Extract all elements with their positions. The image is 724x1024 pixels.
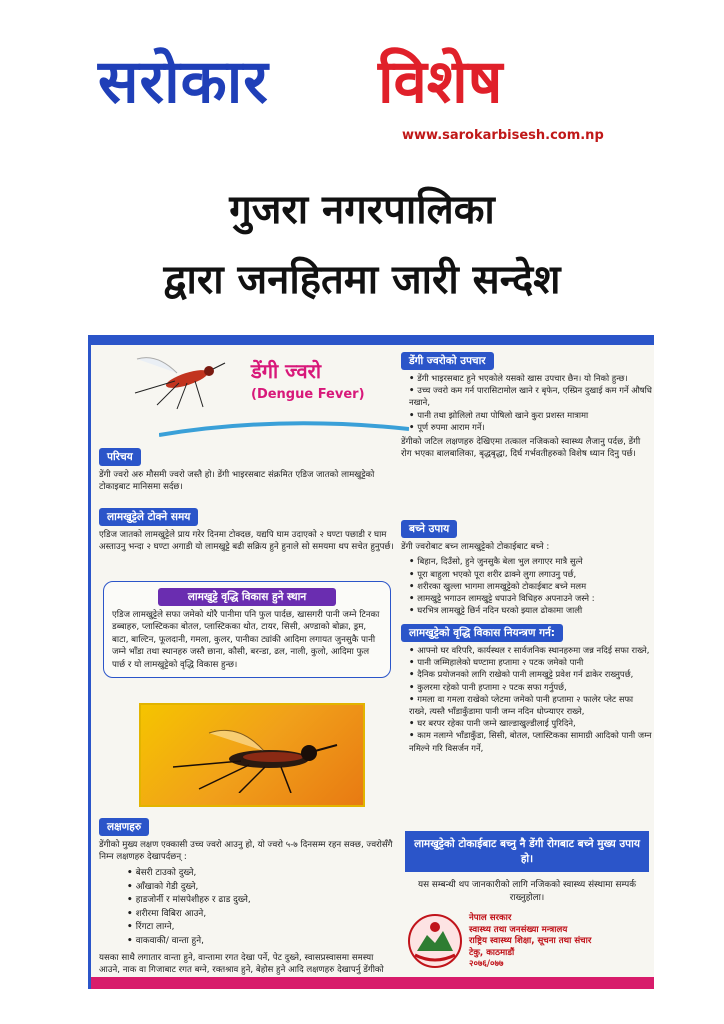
ministry-block (401, 911, 653, 977)
treatment-list (409, 372, 653, 433)
control-item: • दैनिक प्रयोजनको लागि राखेको पानी लामखुट्टे प्रवेश गर्न ढाकेर राख्नुपर्छ, (409, 668, 653, 680)
mosquito-icon (117, 353, 227, 413)
dengue-poster (88, 335, 654, 989)
ministry-line: नेपाल सरकार (469, 913, 512, 923)
ministry-text (469, 913, 653, 971)
prevention-list (409, 555, 653, 616)
section-prevention-heading: बच्ने उपाय (401, 520, 457, 538)
section-intro-heading: परिचय (99, 448, 141, 466)
symptom-item: • आँखाको गेडी दुख्ने, (127, 881, 395, 895)
control-item: • घर बरपर रहेका पानी जम्ने खाल्डाखुल्डीलाई पुरिदिने, (409, 717, 653, 729)
control-item: • कुलरमा रहेको पानी हप्तामा २ पटक सफा गर्नुपर्छ, (409, 681, 653, 693)
brand-name-left: सरोकार (98, 47, 269, 117)
headline-line-1: गुजरा नगरपालिका (229, 187, 495, 233)
symptom-item: • शरीरमा विबिरा आउने, (127, 908, 395, 922)
section-breeding-heading: लामखुट्टे वृद्धि विकास हुने स्थान (158, 588, 336, 606)
poster-title-en: (Dengue Fever) (251, 387, 365, 402)
treatment-item: • उच्च ज्वरो कम गर्न पारासिटामोल खाने र बृफेन, एस्प्रिन दुखाई कम गर्ने औषधि नखाने, (409, 384, 653, 408)
section-breeding-text: एडिज लामखुट्टेले सफा जमेको थोरै पानीमा पनि फुल पार्दछ, खासगरी पानी जम्ने टिनका डब्बाहरु, प्लास्टिकका बोतल, प्लास्टिकका थोत, टायर, सिसी, अण्डाको बोक्रा, ड्रम, बाटा, बाल्टिन, फूलदानी, गमला, कुलर, पानीका ट्यांकी आदिमा लगायत जुनसुकै पानी जम्ने भाँडा तथा स्थानहरु जस्तै छाना, कौसी, बरन्डा, ढल, नाली, कुलो, आदिमा फुल पार्छ र यो लामखुट्टेको वृद्धि विकास हुन्छ। (112, 610, 380, 670)
prevention-item: • पूरा बाहुला भएको पूरा शरीर ढाक्ने लुगा लगाउनु पर्छ, (409, 568, 653, 580)
control-item: • गमला वा गमला राखेको प्लेटमा जमेको पानी हप्तामा २ फालेर प्लेट सफा राख्ने, त्यस्तै भाँडाकुँडामा पानी जम्न नदिन धोप्न्याएर राख्ने, (409, 693, 653, 717)
ministry-line: टेकु, काठमाडौं (469, 947, 515, 958)
treatment-item: • डेंगी भाइरसबाट हुने भएकोले यसको खास उपचार छैन। यो निको हुन्छ। (409, 372, 653, 384)
ministry-line: स्वास्थ्य तथा जनसंख्या मन्त्रालय (469, 924, 568, 935)
section-symptoms-intro: डेंगीको मुख्य लक्षण एक्कासी उच्च ज्वरो आउनु हो, यो ज्वरो ५-७ दिनसम्म रहन सक्छ, ज्वरोसँगै निम्न लक्षणहरु देखापर्दछन् : (99, 840, 393, 863)
section-bite-time-heading: लामखुट्टेले टोक्ने समय (99, 508, 198, 526)
section-bite-time-text: एडिज जातको लामखुट्टेले प्राय गरेर दिनमा टोक्दछ, यद्यपि घाम उदाएको २ घण्टा पछाडी र घाम अस्ताउनु भन्दा २ घण्टा अगाडी यो लामखुट्टे बढी सक्रिय हुने हुनाले सो समयमा थप सचेत हुनुपर्छ। (99, 530, 394, 553)
prevention-item: • लामखुट्टे भगाउन लामखुट्टे धपाउने विधिहरु अपनाउने जस्ने : (409, 592, 653, 604)
symptom-item: • बेसरी टाउको दुख्ने, (127, 867, 395, 881)
mosquito-photo-icon (169, 723, 339, 793)
masthead (0, 30, 724, 143)
symptom-list (127, 867, 395, 949)
section-prevention-intro: डेंगी ज्वरोबाट बच्न लामखुट्टेको टोकाईबाट बच्ने : (401, 542, 550, 552)
brand-url[interactable]: www.sarokarbisesh.com.np (402, 128, 604, 143)
section-symptoms-heading: लक्षणहरु (99, 818, 149, 836)
treatment-item: • पूर्ण रुपमा आराम गर्ने। (409, 421, 653, 433)
section-treatment-note: डेंगीको जटिल लक्षणहरु देखिएमा तत्काल नजिकको स्वास्थ्य लैजानु पर्दछ, डेंगी रोग भएका बालबालिका, बृद्धबृद्धा, दिर्घ गर्भवतीहरुको विशेष ध्यान दिनु पर्छ। (401, 436, 641, 460)
section-symptoms-outro: यसका साथै लगातार वान्ता हुने, वान्तामा रगत देखा पर्ने, पेट दुख्ने, स्वासप्रस्वासमा समस्या आउने, नाक वा गिजाबाट रगत बग्ने, रक्तश्राव हुने, बेहोस हुने आदि लक्षणहरु देखापर्नु डेंगीको (99, 952, 384, 976)
symptom-item: • वाकवाकी/ वान्ता हुने, (127, 935, 395, 949)
section-intro-text: डेंगी ज्वरो अरु मौसमी ज्वरो जस्तै हो। डेंगी भाइरसबाट संक्रमित एडिज जातको लामखुट्टेको टोकाइबाट मानिसमा सर्दछ। (99, 470, 375, 493)
symptom-item: • हाडजोर्नी र मांसपेशीहरु र ढाड दुख्ने, (127, 894, 395, 908)
poster-title-block (109, 349, 399, 439)
section-control (401, 621, 653, 754)
treatment-item: • पानी तथा झोलिलो तथा पोषिलो खाने कुरा प्रशस्त मात्रामा (409, 409, 653, 421)
mosquito-photo (139, 703, 365, 807)
symptom-item: • रिंगटा लाग्ने, (127, 921, 395, 935)
ministry-line: २०७६/०७७ (469, 959, 504, 970)
poster-left-column (99, 349, 395, 977)
headline-line-2: द्वारा जनहितमा जारी सन्देश (163, 257, 561, 303)
brand-name-right: विशेष (378, 47, 503, 117)
poster-title-np: डेंगी ज्वरो (251, 359, 322, 383)
section-control-heading: लामखुट्टेको वृद्धि विकास नियन्त्रण गर्न: (401, 624, 563, 642)
prevention-item: • बिहान, दिउँसो, हुने जुनसुकै बेला भुल लगाएर मात्रै सुत्ने (409, 555, 653, 567)
contact-note: यस सम्बन्धी थप जानकारीको लागि नजिकको स्वास्थ्य संस्थामा सम्पर्क राख्नुहोला। (417, 880, 637, 903)
control-list (409, 644, 653, 754)
prevention-item: • शरीरका खुल्ला भागमा लामखुट्टेको टोकाईबाट बच्ने मलम (409, 580, 653, 592)
poster-right-column (401, 349, 653, 977)
poster-top-band (91, 335, 654, 345)
control-item: • काम नलाग्ने भाँडाकुँडा, सिसी, बोतल, प्लास्टिकका सामाग्री आदिको पानी जम्न नमिल्ने गरि विसर्जन गर्ने, (409, 729, 653, 753)
prevention-item: • घरभित्र लामखुट्टे छिर्न नदिन घरको झ्याल ढोकामा जाली (409, 604, 653, 616)
section-symptoms (99, 815, 395, 989)
section-intro (99, 445, 395, 494)
title-swoosh (159, 419, 409, 439)
key-message-callout: लामखुट्टेको टोकाईबाट बच्नु नै डेंगी रोगबाट बच्ने मुख्य उपाय हो। (405, 831, 649, 872)
section-treatment (401, 349, 653, 461)
poster-bottom-band (91, 977, 654, 989)
control-item: • पानी जम्मिहालेको घण्टामा हप्तामा २ पटक जमेको पानी (409, 656, 653, 668)
nepal-emblem-icon (407, 913, 463, 969)
section-prevention (401, 517, 653, 616)
section-breeding (103, 581, 391, 678)
ministry-line: राष्ट्रिय स्वास्थ्य शिक्षा, सूचना तथा संचार (469, 936, 592, 947)
control-item: • आफ्नो घर वरिपरि, कार्यस्थल र सार्वजनिक स्थानहरुमा जन्न नदिई सफा राख्ने, (409, 644, 653, 656)
section-treatment-heading: डेंगी ज्वरोको उपचार (401, 352, 494, 370)
section-bite-time (99, 505, 395, 554)
